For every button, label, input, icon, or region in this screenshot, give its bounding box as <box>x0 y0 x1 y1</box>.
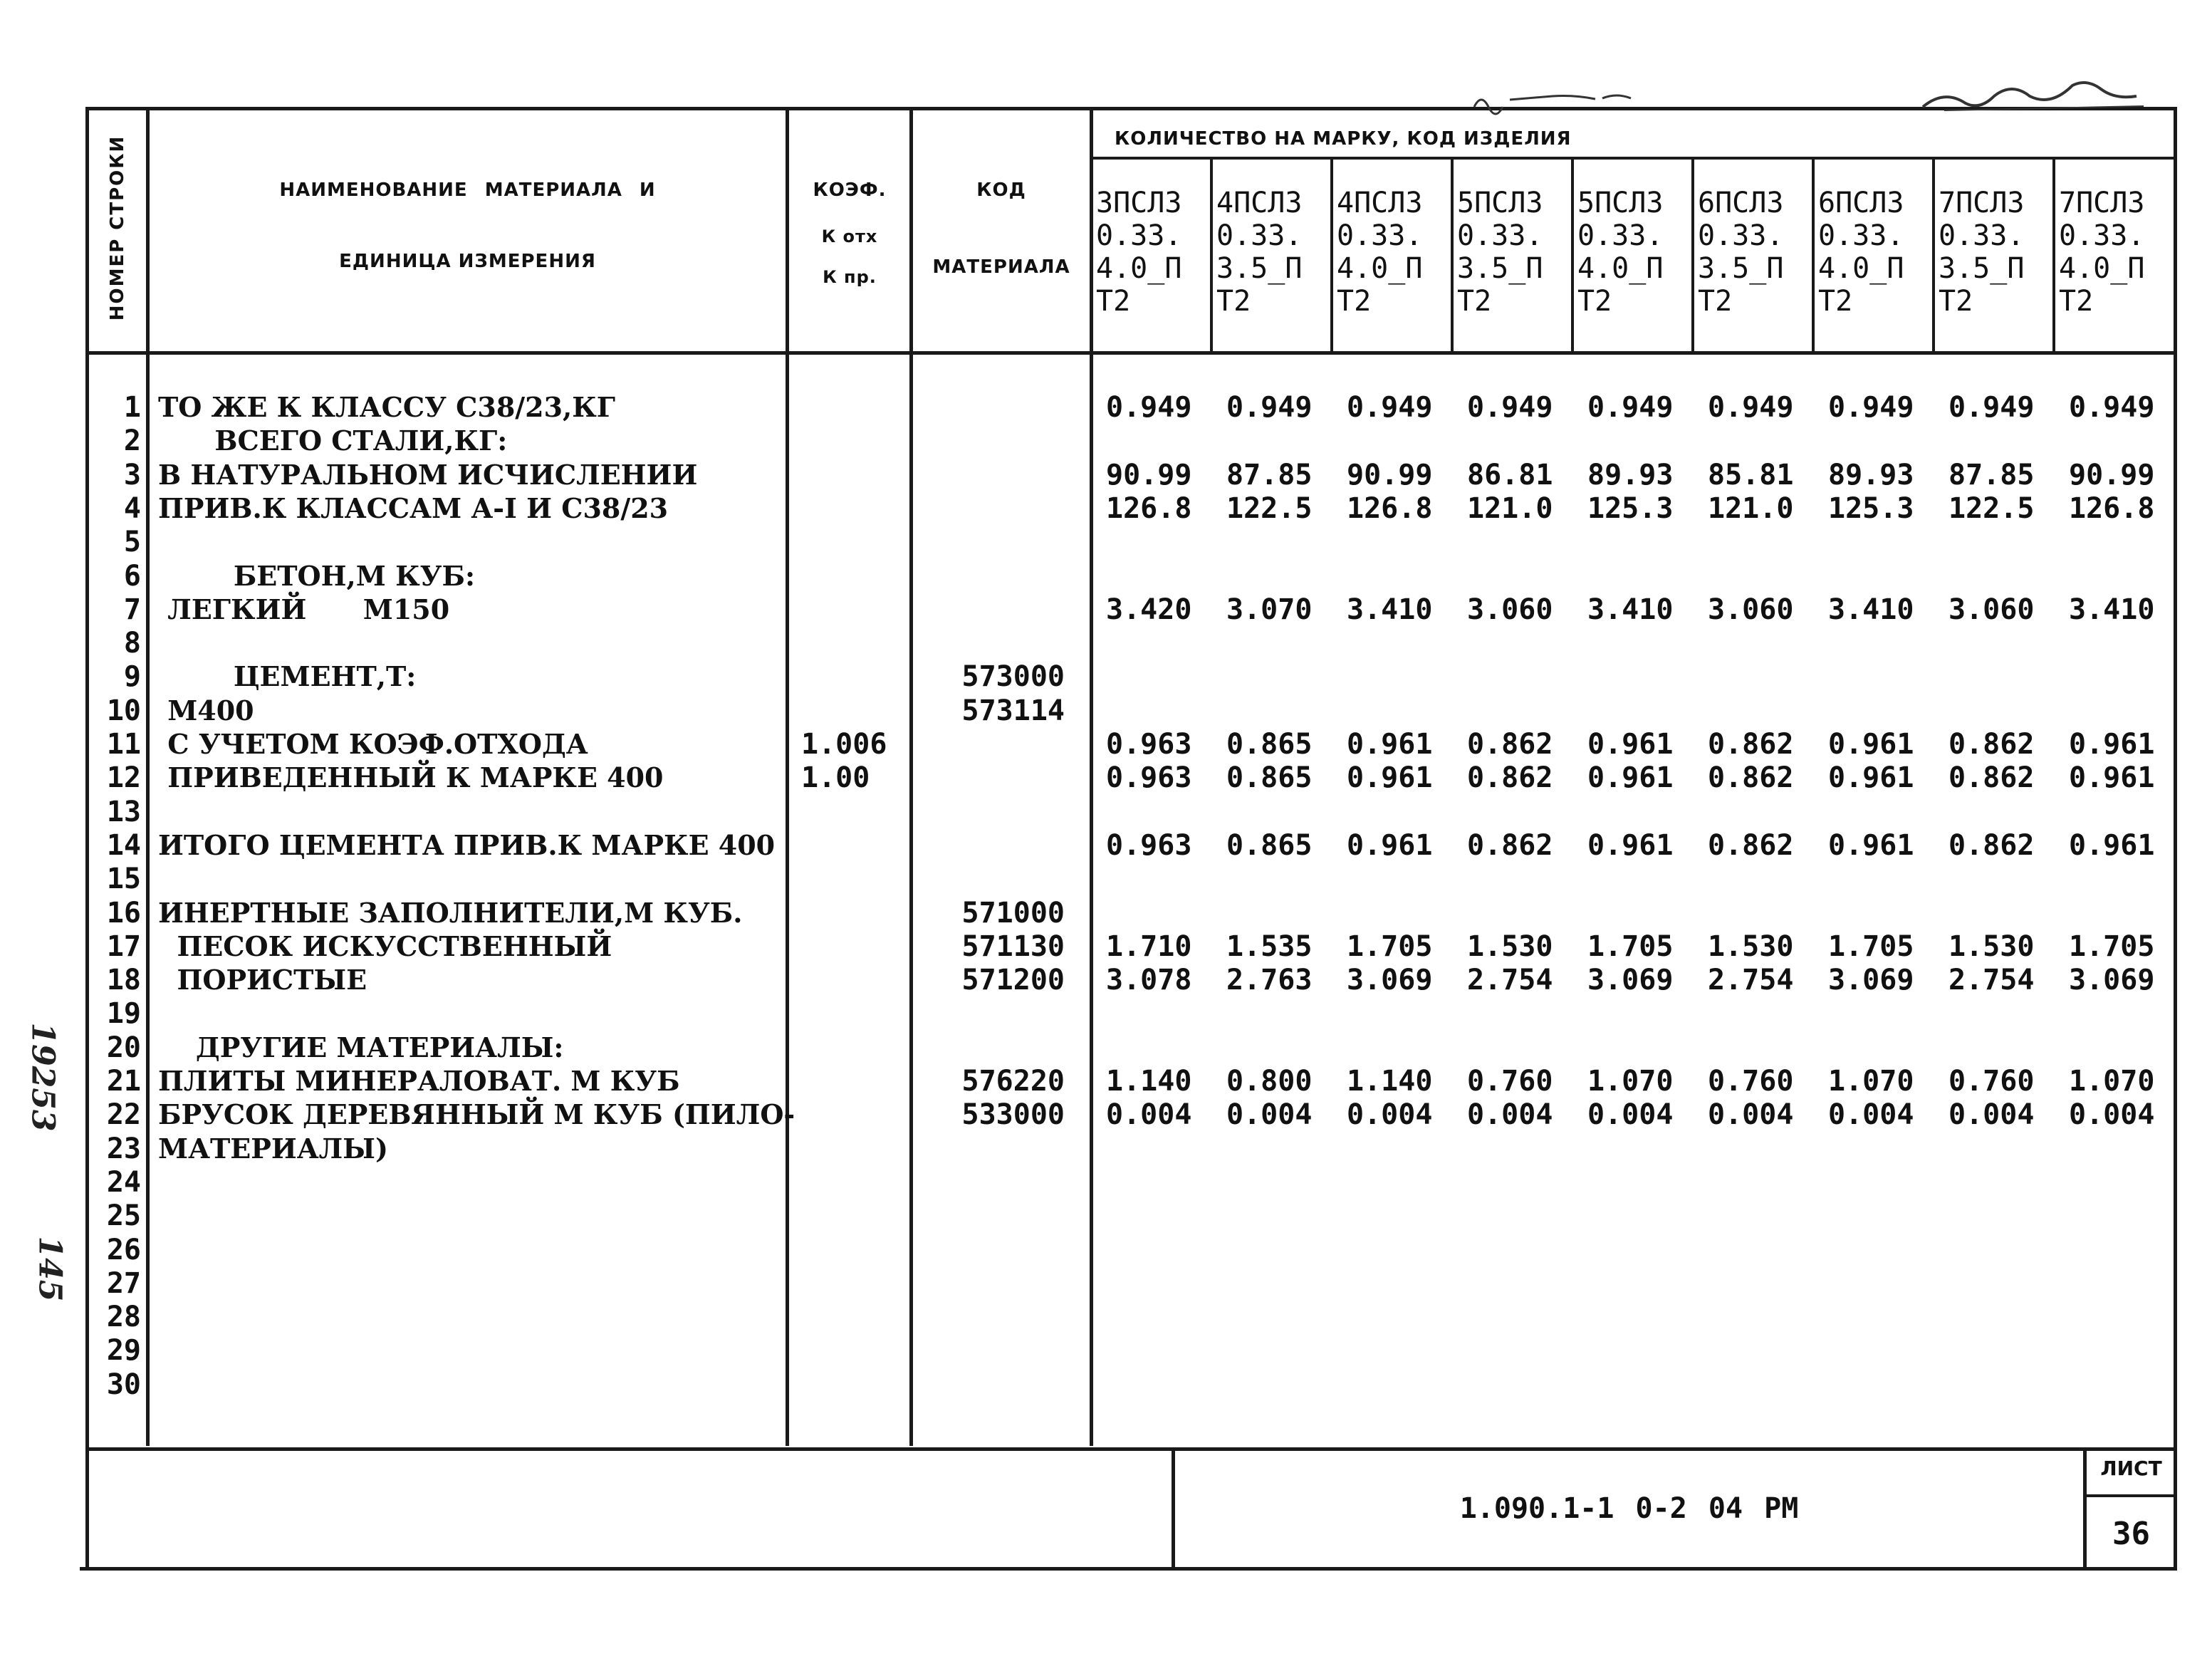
quantity-value: 87.85 <box>1226 459 1313 491</box>
quantity-value: 126.8 <box>1347 492 1433 525</box>
quantity-value: 0.004 <box>1347 1098 1433 1131</box>
quantity-value: 0.961 <box>1347 829 1433 862</box>
quantity-value: 0.961 <box>1587 761 1674 794</box>
mark-line: Т2 <box>1939 285 1973 318</box>
quantity-value: 3.070 <box>1226 593 1313 626</box>
mark-line: Т2 <box>1818 285 1853 318</box>
material-code: 571200 <box>961 964 1065 996</box>
row-number: 12 <box>106 761 141 794</box>
mark-header-8 <box>1939 187 2024 318</box>
material-code: 576220 <box>961 1065 1065 1098</box>
mark-line: 3.5_П <box>1698 252 1784 285</box>
mark-line: 4.0_П <box>1096 252 1182 285</box>
material-name: ПОРИСТЫЕ <box>158 964 367 996</box>
col-div-name <box>786 107 789 1446</box>
page-note: 145 <box>31 1236 68 1302</box>
row-number: 20 <box>106 1031 141 1064</box>
mark-header-9 <box>2059 187 2144 318</box>
mark-line: 5ПСЛ3 <box>1457 187 1543 219</box>
quantity-band-line <box>1090 157 2176 160</box>
quantity-value: 0.862 <box>1708 829 1794 862</box>
row-number: 27 <box>106 1267 141 1300</box>
quantity-value: 0.949 <box>1226 391 1313 424</box>
material-code: 573000 <box>961 660 1065 693</box>
code-header-line2: МАТЕРИАЛА <box>932 256 1070 278</box>
row-number: 5 <box>123 526 141 558</box>
mark-div-7 <box>1932 158 1935 352</box>
frame-right <box>2174 107 2177 1571</box>
quantity-value: 0.862 <box>1948 761 2035 794</box>
mark-line: 3.5_П <box>1939 252 2025 285</box>
quantity-value: 122.5 <box>1226 492 1313 525</box>
row-number: 6 <box>123 560 141 593</box>
row-number: 2 <box>123 425 141 457</box>
row-number-header <box>89 114 146 349</box>
quantity-value: 3.060 <box>1467 593 1553 626</box>
mark-line: 6ПСЛ3 <box>1818 187 1904 219</box>
material-name: ДРУГИЕ МАТЕРИАЛЫ: <box>158 1031 564 1063</box>
mark-line: Т2 <box>1337 285 1372 318</box>
quantity-value: 126.8 <box>1106 492 1192 525</box>
row-number: 23 <box>106 1133 141 1165</box>
quantity-value: 3.060 <box>1708 593 1794 626</box>
mark-line: 0.33. <box>1096 219 1182 252</box>
quantity-value: 90.99 <box>1347 459 1433 491</box>
quantity-value: 3.410 <box>2069 593 2155 626</box>
mark-line: 0.33. <box>1216 219 1303 252</box>
mark-line: 5ПСЛ3 <box>1577 187 1664 219</box>
material-name: ИТОГО ЦЕМЕНТА ПРИВ.К МАРКЕ 400 <box>158 829 776 861</box>
quantity-value: 0.949 <box>1106 391 1192 424</box>
row-number: 25 <box>106 1199 141 1232</box>
coef-header-line1: КОЭФ. <box>813 179 887 201</box>
quantity-value: 2.763 <box>1226 964 1313 996</box>
quantity-value: 0.961 <box>2069 829 2155 862</box>
row-number: 4 <box>123 492 141 525</box>
mark-line: Т2 <box>1096 285 1131 318</box>
col-div-code <box>1090 107 1093 1446</box>
quantity-value: 126.8 <box>2069 492 2155 525</box>
quantity-value: 0.004 <box>1587 1098 1674 1131</box>
quantity-value: 3.420 <box>1106 593 1192 626</box>
mark-div-2 <box>1330 158 1333 352</box>
quantity-value: 2.754 <box>1708 964 1794 996</box>
row-number: 19 <box>106 997 141 1030</box>
quantity-value: 1.070 <box>1587 1065 1674 1098</box>
quantity-value: 125.3 <box>1828 492 1914 525</box>
mark-line: 7ПСЛ3 <box>2059 187 2145 219</box>
quantity-value: 0.862 <box>1467 761 1553 794</box>
quantity-value: 0.004 <box>1467 1098 1553 1131</box>
quantity-value: 0.862 <box>1467 728 1553 761</box>
mark-div-5 <box>1691 158 1694 352</box>
footer-top-line <box>85 1447 2176 1451</box>
quantity-value: 0.949 <box>2069 391 2155 424</box>
quantity-value: 1.140 <box>1347 1065 1433 1098</box>
quantity-value: 3.410 <box>1347 593 1433 626</box>
quantity-value: 1.530 <box>1948 930 2035 963</box>
quantity-value: 0.961 <box>1587 829 1674 862</box>
row-number: 10 <box>106 694 141 727</box>
quantity-value: 121.0 <box>1467 492 1553 525</box>
name-header-line1: НАИМЕНОВАНИЕ МАТЕРИАЛА И <box>279 179 656 201</box>
coef-header-line3: К пр. <box>823 267 877 287</box>
mark-line: 6ПСЛ3 <box>1698 187 1784 219</box>
quantity-value: 0.949 <box>1347 391 1433 424</box>
row-number: 3 <box>123 459 141 491</box>
mark-line: 0.33. <box>1457 219 1543 252</box>
row-number: 18 <box>106 964 141 996</box>
quantity-value: 1.070 <box>1828 1065 1914 1098</box>
sheet-number: 36 <box>2112 1516 2150 1552</box>
material-name: ЦЕМЕНТ,Т: <box>158 660 417 692</box>
row-number: 21 <box>106 1065 141 1098</box>
quantity-value: 0.760 <box>1708 1065 1794 1098</box>
quantity-value: 0.949 <box>1828 391 1914 424</box>
quantity-value: 0.963 <box>1106 728 1192 761</box>
quantity-value: 0.760 <box>1948 1065 2035 1098</box>
mark-header-5 <box>1577 187 1663 318</box>
quantity-value: 121.0 <box>1708 492 1794 525</box>
quantity-value: 0.865 <box>1226 829 1313 862</box>
mark-div-8 <box>2052 158 2055 352</box>
quantity-value: 1.705 <box>2069 930 2155 963</box>
material-code: 571130 <box>961 930 1065 963</box>
row-number: 15 <box>106 863 141 895</box>
mark-line: 0.33. <box>1818 219 1904 252</box>
quantity-value: 2.754 <box>1948 964 2035 996</box>
mark-line: 4ПСЛ3 <box>1337 187 1423 219</box>
mark-line: 0.33. <box>2059 219 2145 252</box>
quantity-value: 0.961 <box>2069 728 2155 761</box>
material-name: В НАТУРАЛЬНОМ ИСЧИСЛЕНИИ <box>158 459 698 491</box>
row-number: 11 <box>106 728 141 761</box>
quantity-value: 1.070 <box>2069 1065 2155 1098</box>
quantity-value: 1.705 <box>1587 930 1674 963</box>
mark-header-2 <box>1216 187 1302 318</box>
mark-header-7 <box>1818 187 1904 318</box>
row-number: 26 <box>106 1234 141 1266</box>
quantity-value: 0.004 <box>2069 1098 2155 1131</box>
coefficient: 1.006 <box>801 728 887 761</box>
mark-line: 3.5_П <box>1457 252 1543 285</box>
header-bottom-line <box>85 351 2176 355</box>
mark-div-3 <box>1451 158 1454 352</box>
mark-line: 0.33. <box>1698 219 1784 252</box>
material-code: 571000 <box>961 897 1065 930</box>
row-number: 13 <box>106 796 141 828</box>
material-name: ЛЕГКИЙ М150 <box>158 593 450 625</box>
coef-header-line2: К отх <box>821 227 878 246</box>
material-name: ПРИВ.К КЛАССАМ А-I И С38/23 <box>158 492 669 524</box>
quantity-value: 0.949 <box>1708 391 1794 424</box>
quantity-value: 0.004 <box>1106 1098 1192 1131</box>
mark-line: Т2 <box>1577 285 1612 318</box>
material-name: МАТЕРИАЛЫ) <box>158 1133 388 1165</box>
row-number-label: НОМЕР СТРОКИ <box>107 135 128 321</box>
quantity-value: 3.410 <box>1828 593 1914 626</box>
quantity-value: 0.862 <box>1708 761 1794 794</box>
quantity-value: 0.004 <box>1708 1098 1794 1131</box>
quantity-value: 90.99 <box>1106 459 1192 491</box>
row-number: 29 <box>106 1334 141 1367</box>
quantity-value: 0.961 <box>1828 761 1914 794</box>
mark-line: 4.0_П <box>1337 252 1423 285</box>
mark-header-6 <box>1698 187 1783 318</box>
quantity-header: КОЛИЧЕСТВО НА МАРКУ, КОД ИЗДЕЛИЯ <box>1115 128 1572 150</box>
quantity-value: 0.961 <box>2069 761 2155 794</box>
row-number: 9 <box>123 660 141 693</box>
quantity-value: 0.961 <box>1347 728 1433 761</box>
mark-line: Т2 <box>1216 285 1251 318</box>
row-number: 8 <box>123 627 141 660</box>
material-name: С УЧЕТОМ КОЭФ.ОТХОДА <box>158 728 588 760</box>
mark-div-4 <box>1571 158 1574 352</box>
quantity-value: 0.961 <box>1828 829 1914 862</box>
row-number: 14 <box>106 829 141 862</box>
mark-line: 4.0_П <box>1818 252 1904 285</box>
mark-line: 7ПСЛ3 <box>1939 187 2025 219</box>
material-name: ИНЕРТНЫЕ ЗАПОЛНИТЕЛИ,М КУБ. <box>158 897 743 929</box>
quantity-value: 1.705 <box>1347 930 1433 963</box>
name-header-line2: ЕДИНИЦА ИЗМЕРЕНИЯ <box>339 251 596 272</box>
code-header-line1: КОД <box>976 179 1026 201</box>
sheet-label: ЛИСТ <box>2100 1457 2162 1480</box>
mark-line: 4.0_П <box>1577 252 1664 285</box>
material-name: ВСЕГО СТАЛИ,КГ: <box>158 425 508 457</box>
mark-line: 0.33. <box>1577 219 1664 252</box>
quantity-value: 2.754 <box>1467 964 1553 996</box>
quantity-value: 85.81 <box>1708 459 1794 491</box>
mark-line: 0.33. <box>1337 219 1423 252</box>
quantity-value: 86.81 <box>1467 459 1553 491</box>
inventory-number: 19253 <box>24 1022 61 1132</box>
quantity-value: 0.963 <box>1106 761 1192 794</box>
material-code: 573114 <box>961 694 1065 727</box>
quantity-value: 0.961 <box>1587 728 1674 761</box>
quantity-value: 1.710 <box>1106 930 1192 963</box>
mark-header-4 <box>1457 187 1543 318</box>
mark-line: Т2 <box>1457 285 1492 318</box>
quantity-value: 1.530 <box>1467 930 1553 963</box>
quantity-value: 0.004 <box>1226 1098 1313 1131</box>
quantity-value: 1.140 <box>1106 1065 1192 1098</box>
quantity-value: 3.069 <box>1587 964 1674 996</box>
quantity-value: 87.85 <box>1948 459 2035 491</box>
material-code: 533000 <box>961 1098 1065 1131</box>
row-number: 16 <box>106 897 141 930</box>
quantity-value: 89.93 <box>1587 459 1674 491</box>
row-number: 28 <box>106 1301 141 1333</box>
quantity-value: 1.530 <box>1708 930 1794 963</box>
quantity-value: 90.99 <box>2069 459 2155 491</box>
row-number: 24 <box>106 1166 141 1199</box>
mark-header-3 <box>1337 187 1422 318</box>
quantity-value: 0.949 <box>1467 391 1553 424</box>
quantity-value: 0.004 <box>1828 1098 1914 1131</box>
quantity-value: 0.004 <box>1948 1098 2035 1131</box>
footer-sheet-mid <box>2083 1494 2176 1497</box>
mark-line: 3ПСЛ3 <box>1096 187 1182 219</box>
row-number: 17 <box>106 930 141 963</box>
quantity-value: 122.5 <box>1948 492 2035 525</box>
material-name: БЕТОН,М КУБ: <box>158 560 475 592</box>
mark-div-1 <box>1210 158 1213 352</box>
quantity-value: 3.069 <box>2069 964 2155 996</box>
col-div-coef <box>909 107 913 1446</box>
mark-header-1 <box>1096 187 1181 318</box>
row-number: 1 <box>123 391 141 424</box>
mark-line: 0.33. <box>1939 219 2025 252</box>
quantity-value: 0.865 <box>1226 761 1313 794</box>
quantity-value: 0.949 <box>1948 391 2035 424</box>
quantity-value: 0.961 <box>1828 728 1914 761</box>
quantity-value: 3.410 <box>1587 593 1674 626</box>
quantity-value: 0.949 <box>1587 391 1674 424</box>
quantity-value: 0.865 <box>1226 728 1313 761</box>
quantity-value: 3.069 <box>1828 964 1914 996</box>
coefficient: 1.00 <box>801 761 870 794</box>
row-number: 22 <box>106 1098 141 1131</box>
frame-bottom <box>80 1567 2177 1571</box>
quantity-value: 0.862 <box>1467 829 1553 862</box>
material-name: БРУСОК ДЕРЕВЯННЫЙ М КУБ (ПИЛО- <box>158 1098 795 1130</box>
quantity-value: 0.862 <box>1948 728 2035 761</box>
quantity-value: 3.078 <box>1106 964 1192 996</box>
mark-div-6 <box>1812 158 1815 352</box>
row-number: 30 <box>106 1368 141 1401</box>
mark-line: 4.0_П <box>2059 252 2145 285</box>
material-name: ПЛИТЫ МИНЕРАЛОВАТ. М КУБ <box>158 1065 680 1097</box>
signature-scribble <box>1460 78 2179 128</box>
quantity-value: 0.862 <box>1948 829 2035 862</box>
material-name: ТО ЖЕ К КЛАССУ С38/23,КГ <box>158 391 616 423</box>
quantity-value: 1.705 <box>1828 930 1914 963</box>
quantity-value: 125.3 <box>1587 492 1674 525</box>
mark-line: 4ПСЛ3 <box>1216 187 1303 219</box>
mark-line: 3.5_П <box>1216 252 1303 285</box>
material-name: М400 <box>158 694 254 727</box>
quantity-value: 3.060 <box>1948 593 2035 626</box>
col-div-rownum <box>146 107 150 1446</box>
quantity-value: 89.93 <box>1828 459 1914 491</box>
row-number: 7 <box>123 593 141 626</box>
quantity-value: 1.535 <box>1226 930 1313 963</box>
quantity-value: 0.862 <box>1708 728 1794 761</box>
quantity-value: 0.760 <box>1467 1065 1553 1098</box>
material-name: ПЕСОК ИСКУССТВЕННЫЙ <box>158 930 612 962</box>
mark-line: Т2 <box>1698 285 1733 318</box>
mark-line: Т2 <box>2059 285 2094 318</box>
material-name: ПРИВЕДЕННЫЙ К МАРКЕ 400 <box>158 761 664 793</box>
quantity-value: 0.963 <box>1106 829 1192 862</box>
quantity-value: 0.800 <box>1226 1065 1313 1098</box>
document-code: 1.090.1-1 0-2 04 РМ <box>1459 1492 1799 1525</box>
quantity-value: 0.961 <box>1347 761 1433 794</box>
quantity-value: 3.069 <box>1347 964 1433 996</box>
